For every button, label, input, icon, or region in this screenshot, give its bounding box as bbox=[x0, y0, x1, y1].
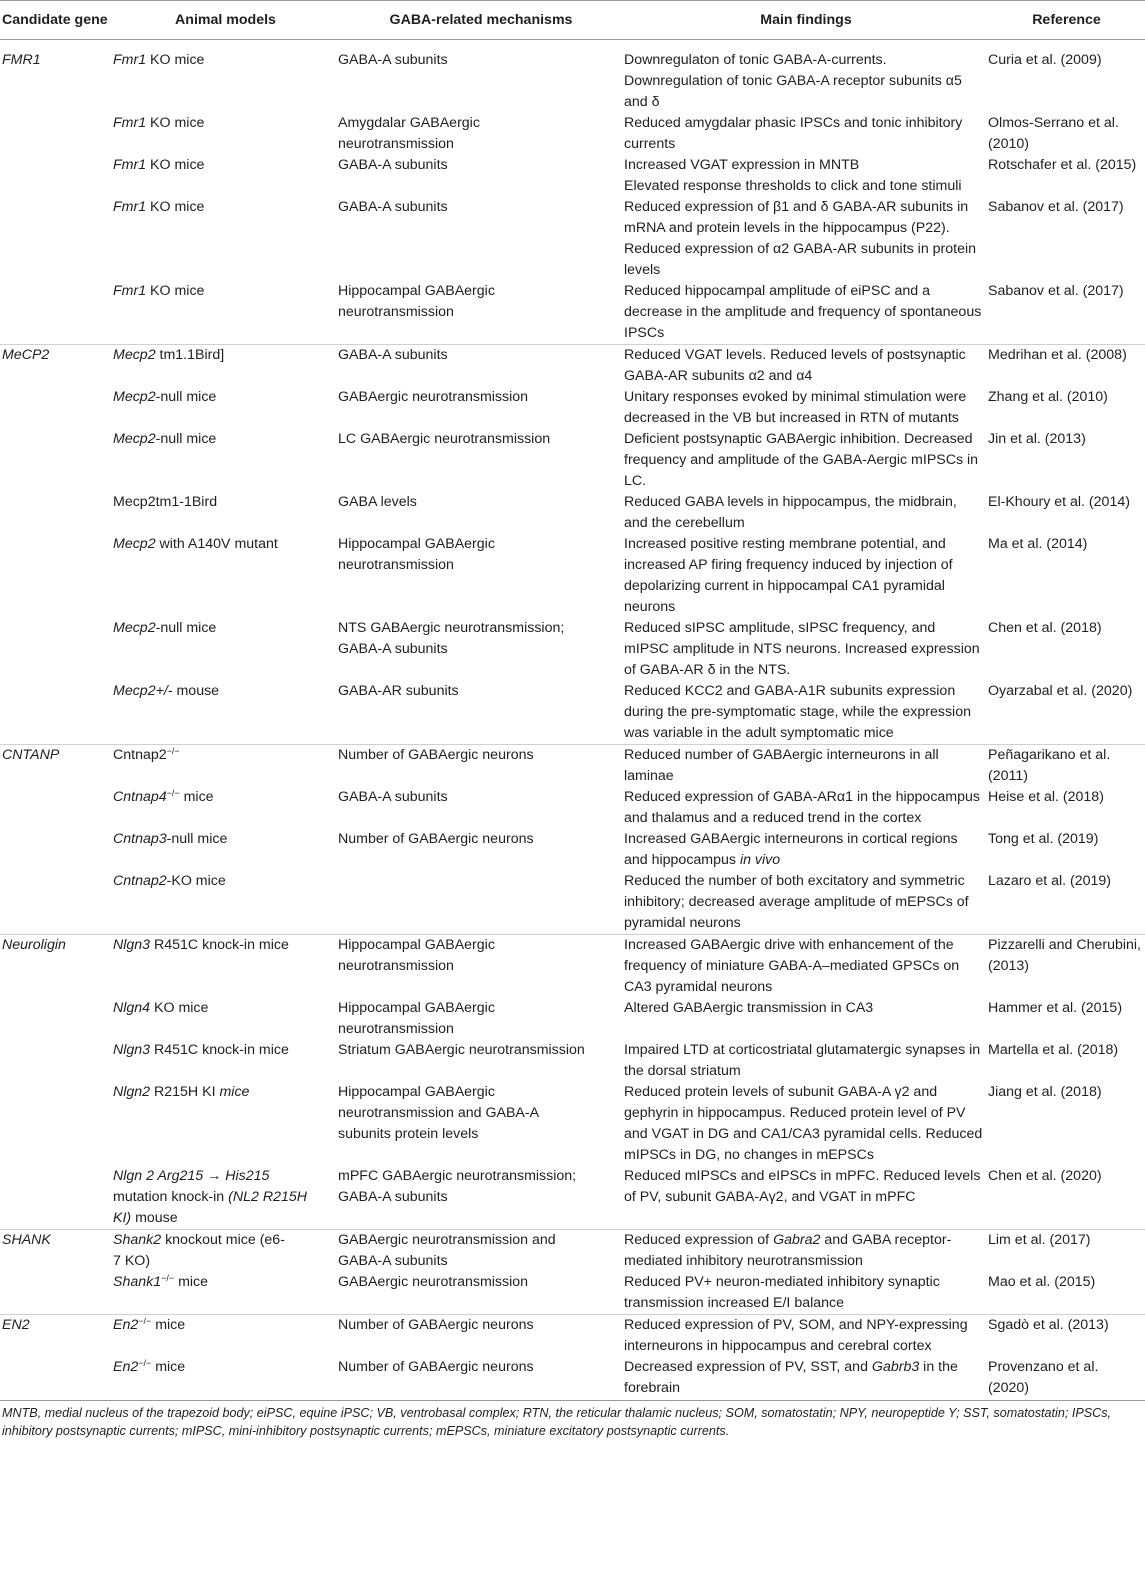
model-gene-italic: Fmr1 bbox=[113, 115, 147, 131]
cell-animal-model bbox=[113, 429, 338, 492]
cell-reference: Lazaro et al. (2019) bbox=[988, 871, 1145, 935]
model-text: -null mice bbox=[155, 389, 217, 405]
model-gene-italic: Fmr1 bbox=[113, 157, 147, 173]
table-row bbox=[0, 40, 1145, 114]
model-text: -null mice bbox=[155, 620, 217, 636]
cell-gaba-mechanism: GABA-A subunits bbox=[338, 347, 448, 363]
cell-reference: Jiang et al. (2018) bbox=[988, 1084, 1102, 1100]
cell-animal-model bbox=[113, 1357, 338, 1401]
cell-main-findings bbox=[624, 1166, 988, 1230]
cell-main-findings bbox=[624, 113, 988, 155]
cell-gaba-mechanism: Number of GABAergic neurons bbox=[338, 747, 534, 763]
model-text: with A140V mutant bbox=[155, 536, 278, 552]
findings-text: Reduced expression of β1 and δ GABA-AR subunits in mRNA and protein levels in the hippocampus (P22). Reduced expression of α2 GABA-AR subunits in protein levels bbox=[624, 199, 977, 278]
cell-animal-model bbox=[113, 197, 338, 281]
cell-gaba-mechanism: Number of GABAergic neurons bbox=[338, 831, 534, 847]
cell-reference: Lim et al. (2017) bbox=[988, 1232, 1091, 1248]
cell-animal-model bbox=[113, 345, 338, 388]
cell-main-findings bbox=[624, 681, 988, 745]
cell-gaba-mechanism: Number of GABAergic neurons bbox=[338, 1317, 534, 1333]
model-gene-italic: Shank2 bbox=[113, 1232, 162, 1248]
model-gene-italic: Fmr1 bbox=[113, 52, 147, 68]
cell-gaba-mechanism: GABAergic neurotransmission and GABA-A subunits bbox=[338, 1232, 556, 1269]
model-text: mouse bbox=[172, 683, 220, 699]
model-gene-italic: Fmr1 bbox=[113, 283, 147, 299]
cell-candidate-gene bbox=[0, 1357, 113, 1401]
cell-reference: Chen et al. (2020) bbox=[988, 1166, 1145, 1230]
cell-gaba-mechanism: Amygdalar GABAergic neurotransmission bbox=[338, 115, 480, 152]
model-suffix: mice bbox=[174, 1274, 209, 1290]
genotype-superscript: −/− bbox=[166, 788, 180, 798]
model-text: KO mice bbox=[146, 199, 205, 215]
cell-candidate-gene bbox=[0, 618, 113, 681]
cell-reference: Martella et al. (2018) bbox=[988, 1042, 1119, 1058]
cell-animal-model bbox=[113, 40, 338, 114]
cell-gaba-mechanism: GABA-A subunits bbox=[338, 52, 448, 68]
header-main-findings: Main findings bbox=[624, 1, 988, 40]
model-gene-italic: Nlgn4 bbox=[113, 1000, 151, 1016]
model-text: knockout mice (e6- 7 KO) bbox=[113, 1232, 285, 1269]
table-row bbox=[0, 534, 1145, 618]
findings-text: Decreased expression of PV, SST, and bbox=[624, 1359, 872, 1375]
cell-gaba-mechanism: GABA-A subunits bbox=[338, 789, 448, 805]
cell-gaba-mechanism: GABA-A subunits bbox=[338, 199, 448, 215]
table-row bbox=[0, 492, 1145, 534]
cell-candidate-gene bbox=[0, 492, 113, 534]
model-suffix-italic: mice bbox=[219, 1084, 250, 1100]
cell-candidate-gene: FMR1 bbox=[2, 52, 41, 68]
findings-italic: Gabrb3 bbox=[871, 1359, 920, 1375]
table-header bbox=[0, 1, 1145, 40]
table-row bbox=[0, 345, 1145, 388]
cell-gaba-mechanism: Hippocampal GABAergic neurotransmission bbox=[338, 937, 495, 974]
findings-text: Reduced mIPSCs and eIPSCs in mPFC. Reduced levels of PV, subunit GABA-Aγ2, and VGAT in mPFC bbox=[624, 1168, 981, 1205]
cell-reference: Chen et al. (2018) bbox=[988, 620, 1102, 636]
table-footnote: MNTB, medial nucleus of the trapezoid body; eiPSC, equine iPSC; VB, ventrobasal complex; RTN, the reticular thalamic nucleus; SOM, somatostatin; NPY, neuropeptide Y; SST, somatostatin; IPSCs, inhibitory postsynaptic currents; mIPSC, mini-inhibitory postsynaptic currents; mEPSCs, miniature excitatory postsynaptic currents. bbox=[2, 1406, 1112, 1438]
cell-main-findings bbox=[624, 1040, 988, 1082]
table-row bbox=[0, 1082, 1145, 1166]
cell-animal-model bbox=[113, 1272, 338, 1315]
cell-main-findings bbox=[624, 197, 988, 281]
model-gene-italic: Shank1 bbox=[113, 1274, 162, 1290]
cell-candidate-gene bbox=[0, 155, 113, 197]
cell-main-findings bbox=[624, 1357, 988, 1401]
table-row bbox=[0, 1315, 1145, 1358]
cell-reference: Curia et al. (2009) bbox=[988, 52, 1102, 68]
cell-main-findings bbox=[624, 534, 988, 618]
cell-gaba-mechanism: GABAergic neurotransmission bbox=[338, 389, 529, 405]
cell-animal-model bbox=[113, 1040, 338, 1082]
model-text: Cntnap2 bbox=[113, 747, 167, 763]
cell-main-findings bbox=[624, 745, 988, 788]
table-row bbox=[0, 429, 1145, 492]
cell-candidate-gene bbox=[0, 829, 113, 871]
header-reference: Reference bbox=[988, 1, 1145, 40]
findings-text: and GABA receptor-mediated inhibitory neurotransmission bbox=[624, 1232, 952, 1269]
model-gene-italic: Mecp2 bbox=[113, 389, 156, 405]
model-text: R215H KI bbox=[150, 1084, 220, 1100]
cell-main-findings bbox=[624, 429, 988, 492]
cell-candidate-gene bbox=[0, 787, 113, 829]
findings-text: Reduced PV+ neuron-mediated inhibitory synaptic transmission increased E/I balance bbox=[624, 1274, 940, 1311]
cell-candidate-gene bbox=[0, 197, 113, 281]
model-text: -KO mice bbox=[166, 873, 226, 889]
model-text: R451C knock-in mice bbox=[150, 937, 289, 953]
cell-animal-model bbox=[113, 618, 338, 681]
table-body bbox=[0, 40, 1145, 1401]
cell-gaba-mechanism bbox=[338, 871, 624, 935]
findings-text: Reduced GABA levels in hippocampus, the midbrain, and the cerebellum bbox=[624, 494, 957, 531]
findings-text: Reduced VGAT levels. Reduced levels of postsynaptic GABA-AR subunits α2 and α4 bbox=[624, 347, 966, 384]
cell-reference: Ma et al. (2014) bbox=[988, 536, 1088, 552]
cell-gaba-mechanism: GABA-AR subunits bbox=[338, 681, 624, 745]
cell-gaba-mechanism: mPFC GABAergic neurotransmission; GABA-A subunits bbox=[338, 1166, 624, 1230]
cell-gaba-mechanism: LC GABAergic neurotransmission bbox=[338, 431, 551, 447]
findings-italic: Gabra2 bbox=[773, 1232, 821, 1248]
cell-candidate-gene: EN2 bbox=[2, 1317, 30, 1333]
model-suffix: mice bbox=[151, 1359, 186, 1375]
cell-main-findings bbox=[624, 492, 988, 534]
model-gene-italic: Mecp2 bbox=[113, 620, 156, 636]
findings-text: Reduced amygdalar phasic IPSCs and tonic inhibitory currents bbox=[624, 115, 963, 152]
table-row bbox=[0, 618, 1145, 681]
cell-main-findings bbox=[624, 1315, 988, 1358]
cell-animal-model bbox=[113, 935, 338, 999]
findings-text: Reduced sIPSC amplitude, sIPSC frequency, and mIPSC amplitude in NTS neurons. Increased expression of GABA-AR δ in the NTS. bbox=[624, 620, 980, 678]
cell-reference: Pizzarelli and Cherubini, (2013) bbox=[988, 937, 1141, 974]
findings-text: Reduced expression of GABA-ARα1 in the hippocampus and thalamus and a reduced trend in the cortex bbox=[624, 789, 980, 826]
findings-text: Reduced KCC2 and GABA-A1R subunits expression during the pre-symptomatic stage, while the expression was variable in the adult symptomatic mice bbox=[624, 683, 971, 741]
cell-reference: Mao et al. (2015) bbox=[988, 1272, 1145, 1315]
cell-reference: Medrihan et al. (2008) bbox=[988, 347, 1127, 363]
table-row bbox=[0, 998, 1145, 1040]
header-row bbox=[0, 1, 1145, 40]
findings-text: Increased VGAT expression in MNTB Elevated response thresholds to click and tone stimuli bbox=[624, 157, 962, 194]
header-animal-models: Animal models bbox=[113, 1, 338, 40]
model-gene-italic: Mecp2 bbox=[113, 431, 156, 447]
cell-animal-model bbox=[113, 155, 338, 197]
cell-candidate-gene bbox=[0, 1272, 113, 1315]
cell-candidate-gene bbox=[0, 1082, 113, 1166]
cell-gaba-mechanism: Striatum GABAergic neurotransmission bbox=[338, 1042, 585, 1058]
findings-text: Reduced expression of bbox=[624, 1232, 774, 1248]
findings-text: Reduced hippocampal amplitude of eiPSC and a decrease in the amplitude and frequency of spontaneous IPSCs bbox=[624, 283, 982, 341]
model-gene-italic: Fmr1 bbox=[113, 199, 147, 215]
cell-animal-model bbox=[113, 829, 338, 871]
cell-animal-model bbox=[113, 681, 338, 745]
cell-main-findings bbox=[624, 281, 988, 345]
cell-main-findings bbox=[624, 935, 988, 999]
model-gene-italic: Mecp2 bbox=[113, 536, 156, 552]
cell-main-findings bbox=[624, 618, 988, 681]
model-suffix: mice bbox=[179, 789, 214, 805]
cell-gaba-mechanism: Hippocampal GABAergic neurotransmission bbox=[338, 1000, 495, 1037]
model-gene-italic: En2 bbox=[113, 1317, 139, 1333]
cell-candidate-gene bbox=[0, 681, 113, 745]
model-text: KO mice bbox=[146, 52, 205, 68]
cell-animal-model bbox=[113, 998, 338, 1040]
cell-gaba-mechanism: GABA-A subunits bbox=[338, 157, 448, 173]
findings-text: Deficient postsynaptic GABAergic inhibition. Decreased frequency and amplitude of the GABA-Aergic mIPSCs in LC. bbox=[624, 431, 979, 489]
cell-main-findings bbox=[624, 155, 988, 197]
cell-animal-model bbox=[113, 387, 338, 429]
model-gene-italic: Nlgn3 bbox=[113, 937, 151, 953]
cell-candidate-gene: CNTANP bbox=[2, 747, 60, 763]
header-candidate-gene: Candidate gene bbox=[0, 1, 113, 40]
cell-candidate-gene bbox=[0, 1166, 113, 1230]
cell-reference: Peñagarikano et al. (2011) bbox=[988, 747, 1111, 784]
cell-gaba-mechanism: Hippocampal GABAergic neurotransmission bbox=[338, 536, 495, 573]
findings-text: Reduced protein levels of subunit GABA-A γ2 and gephyrin in hippocampus. Reduced protein level of PV and VGAT in DG and CA1/CA3 pyramidal cells. Reduced mIPSCs in DG, no changes in mEPSCs bbox=[624, 1084, 983, 1163]
model-text: R451C knock-in mice bbox=[150, 1042, 289, 1058]
cell-reference: Jin et al. (2013) bbox=[988, 431, 1086, 447]
model-text: mutation knock-in bbox=[113, 1189, 225, 1205]
cell-candidate-gene bbox=[0, 1040, 113, 1082]
cell-gaba-mechanism: Number of GABAergic neurons bbox=[338, 1357, 624, 1401]
findings-text: Reduced number of GABAergic interneurons in all laminae bbox=[624, 747, 939, 784]
table-row bbox=[0, 1040, 1145, 1082]
cell-main-findings bbox=[624, 1272, 988, 1315]
cell-main-findings bbox=[624, 1230, 988, 1273]
table-row bbox=[0, 281, 1145, 345]
cell-candidate-gene bbox=[0, 387, 113, 429]
genotype-superscript: −/− bbox=[161, 1273, 175, 1283]
table-row bbox=[0, 681, 1145, 745]
cell-reference: Tong et al. (2019) bbox=[988, 831, 1099, 847]
cell-gaba-mechanism: NTS GABAergic neurotransmission; GABA-A subunits bbox=[338, 620, 565, 657]
cell-animal-model bbox=[113, 113, 338, 155]
table-row bbox=[0, 1166, 1145, 1230]
model-text: -null mice bbox=[155, 431, 217, 447]
model-text: tm1.1Bird] bbox=[155, 347, 225, 363]
model-suffix: mouse bbox=[131, 1210, 178, 1226]
findings-text: Reduced the number of both excitatory and symmetric inhibitory; decreased average amplitude of mEPSCs of pyramidal neurons bbox=[624, 873, 969, 931]
model-text: -null mice bbox=[166, 831, 228, 847]
cell-main-findings bbox=[624, 1082, 988, 1166]
model-text: Mecp2tm1-1Bird bbox=[113, 494, 218, 510]
findings-text: Altered GABAergic transmission in CA3 bbox=[624, 1000, 874, 1016]
table-row bbox=[0, 113, 1145, 155]
cell-candidate-gene bbox=[0, 998, 113, 1040]
table-row bbox=[0, 1230, 1145, 1273]
cell-animal-model bbox=[113, 871, 338, 935]
table-row bbox=[0, 787, 1145, 829]
findings-text: Increased GABAergic interneurons in cortical regions and hippocampus bbox=[624, 831, 958, 868]
genotype-superscript: −/− bbox=[138, 1316, 152, 1326]
model-suffix-italic: (NL2 R215H KI) bbox=[113, 1189, 307, 1226]
model-gene-italic: Mecp2+/- bbox=[113, 683, 173, 699]
findings-italic: in vivo bbox=[739, 852, 781, 868]
cell-animal-model bbox=[113, 492, 338, 534]
table-row bbox=[0, 387, 1145, 429]
table-row bbox=[0, 745, 1145, 788]
cell-reference: Provenzano et al. (2020) bbox=[988, 1357, 1145, 1401]
cell-reference: Rotschafer et al. (2015) bbox=[988, 157, 1137, 173]
cell-candidate-gene bbox=[0, 113, 113, 155]
cell-main-findings bbox=[624, 40, 988, 114]
cell-candidate-gene bbox=[0, 429, 113, 492]
cell-animal-model bbox=[113, 1166, 338, 1230]
cell-reference: Sgadò et al. (2013) bbox=[988, 1317, 1109, 1333]
genotype-superscript: −/− bbox=[166, 746, 180, 756]
model-gene-italic: Nlgn3 bbox=[113, 1042, 151, 1058]
model-text: KO mice bbox=[146, 115, 205, 131]
cell-reference: Sabanov et al. (2017) bbox=[988, 281, 1145, 345]
table-row bbox=[0, 1357, 1145, 1401]
cell-animal-model bbox=[113, 1315, 338, 1358]
cell-animal-model bbox=[113, 534, 338, 618]
cell-animal-model bbox=[113, 745, 338, 788]
cell-gaba-mechanism: GABA levels bbox=[338, 494, 417, 510]
model-gene-italic: En2 bbox=[113, 1359, 139, 1375]
cell-candidate-gene bbox=[0, 871, 113, 935]
model-gene-italic: Cntnap3 bbox=[113, 831, 167, 847]
cell-main-findings bbox=[624, 871, 988, 935]
cell-reference: El-Khoury et al. (2014) bbox=[988, 494, 1130, 510]
findings-text: in the forebrain bbox=[624, 1359, 958, 1396]
header-gaba-mechanisms: GABA-related mechanisms bbox=[338, 1, 624, 40]
cell-reference: Sabanov et al. (2017) bbox=[988, 199, 1124, 215]
cell-animal-model bbox=[113, 1230, 338, 1273]
findings-text: Unitary responses evoked by minimal stimulation were decreased in the VB but increased in RTN of mutants bbox=[624, 389, 967, 426]
cell-gaba-mechanism: GABAergic neurotransmission bbox=[338, 1272, 624, 1315]
cell-main-findings bbox=[624, 387, 988, 429]
table-row bbox=[0, 829, 1145, 871]
cell-gaba-mechanism: Hippocampal GABAergic neurotransmission bbox=[338, 281, 624, 345]
model-gene-italic: Cntnap2 bbox=[113, 873, 167, 889]
model-text: KO mice bbox=[146, 283, 205, 299]
table-row bbox=[0, 935, 1145, 999]
findings-text: Increased GABAergic drive with enhancement of the frequency of miniature GABA-A–mediated GPSCs on CA3 pyramidal neurons bbox=[624, 937, 960, 995]
cell-gaba-mechanism: Hippocampal GABAergic neurotransmission and GABA-A subunits protein levels bbox=[338, 1084, 540, 1142]
cell-animal-model bbox=[113, 1082, 338, 1166]
table-row bbox=[0, 197, 1145, 281]
cell-reference: Oyarzabal et al. (2020) bbox=[988, 681, 1145, 745]
cell-reference: Zhang et al. (2010) bbox=[988, 389, 1108, 405]
genotype-superscript: −/− bbox=[138, 1358, 152, 1368]
cell-animal-model bbox=[113, 787, 338, 829]
cell-main-findings bbox=[624, 998, 988, 1040]
cell-candidate-gene: SHANK bbox=[2, 1232, 51, 1248]
findings-text: Impaired LTD at corticostriatal glutamatergic synapses in the dorsal striatum bbox=[624, 1042, 981, 1079]
cell-animal-model bbox=[113, 281, 338, 345]
table-row bbox=[0, 1272, 1145, 1315]
model-gene-italic: Nlgn 2 Arg215 → His215 bbox=[113, 1168, 270, 1184]
cell-main-findings bbox=[624, 345, 988, 388]
table-row bbox=[0, 155, 1145, 197]
model-suffix: mice bbox=[151, 1317, 186, 1333]
model-text: KO mice bbox=[150, 1000, 209, 1016]
model-text: KO mice bbox=[146, 157, 205, 173]
cell-reference: Olmos-Serrano et al. (2010) bbox=[988, 115, 1119, 152]
cell-candidate-gene bbox=[0, 281, 113, 345]
cell-main-findings bbox=[624, 829, 988, 871]
cell-reference: Hammer et al. (2015) bbox=[988, 1000, 1123, 1016]
findings-text: Downregulaton of tonic GABA-A-currents. Downregulation of tonic GABA-A receptor subunits α5 and δ bbox=[624, 52, 962, 110]
findings-text: Increased positive resting membrane potential, and increased AP firing frequency induced by injection of depolarizing current in hippocampal CA1 pyramidal neurons bbox=[624, 536, 953, 615]
model-gene-italic: Nlgn2 bbox=[113, 1084, 151, 1100]
table-row bbox=[0, 871, 1145, 935]
model-gene-italic: Cntnap4 bbox=[113, 789, 167, 805]
cell-reference: Heise et al. (2018) bbox=[988, 789, 1104, 805]
model-gene-italic: Mecp2 bbox=[113, 347, 156, 363]
cell-main-findings bbox=[624, 787, 988, 829]
cell-candidate-gene: Neuroligin bbox=[2, 937, 66, 953]
findings-text: Reduced expression of PV, SOM, and NPY-expressing interneurons in hippocampus and cerebral cortex bbox=[624, 1317, 968, 1354]
cell-candidate-gene bbox=[0, 534, 113, 618]
cell-candidate-gene: MeCP2 bbox=[2, 347, 50, 363]
